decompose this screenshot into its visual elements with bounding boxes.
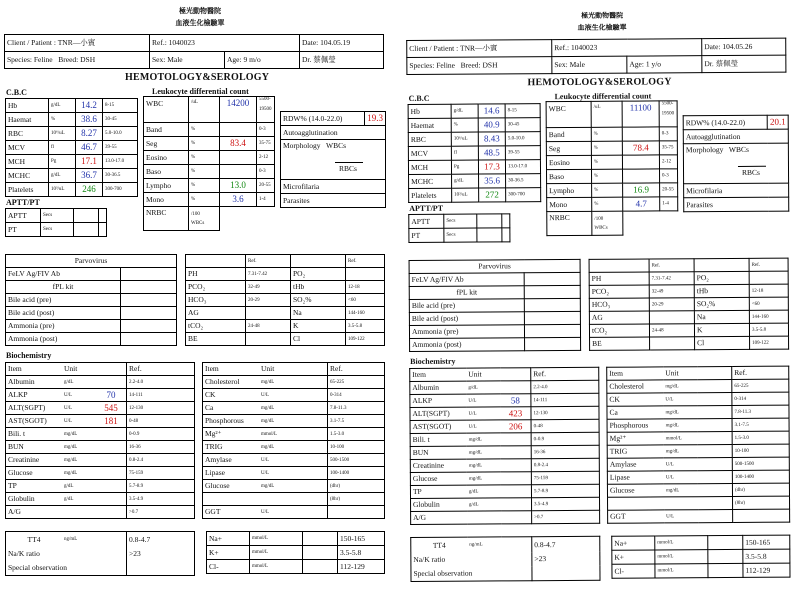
diff-table: WBC /uL 11100 5500- 19500 Band % 0-3 Seg % 78.4 35-75 Eosino % 2-12 Baso % 0-3 Lympho % 16.9 20-55 Mono % 4.7 1-4 NRBC /100 WBCs [546, 100, 679, 236]
doctor: 蔡佩瑩 [313, 55, 336, 65]
diff-value: 13.0 [220, 179, 257, 193]
biochem-row: (8hr) [203, 493, 385, 506]
biochem-right-table: Item Unit Ref. Cholesterol mg/dL 65-225 CK U/L 0-314 Ca mg/dL 7.8-11.3 Phosphorous mg/dL 3.1-7.5 Mg²⁺ mmol/L 1.5-3.0 TRIG mg/dL 10-100 Amylase U/L 500-1500 Lipase U/L 100-1400 Glucose mg/dL (dhr) (8hr) GGT U/L [202, 362, 385, 519]
biochem-row: TP g/dL 5.7-8.9 [410, 484, 599, 498]
biochem-row: Amylase U/L 500-1500 [607, 457, 789, 471]
biochem-row: TRIG mg/dL 10-100 [607, 444, 789, 458]
cbc-value: 17.1 [76, 155, 103, 169]
cbc-row: Haemat % 40.9 30-45 [408, 118, 540, 133]
biochem-row: Albumin g/dL 2.2-4.0 [6, 376, 195, 389]
cbc-value: 272 [479, 188, 506, 202]
tt4-table: TT4 ng/mL 0.8-4.7 Na/K ratio >23 Special observation [410, 536, 600, 582]
biochem-row: Glucose mg/dL 75-159 [6, 467, 195, 480]
biochem-row: Mg²⁺ mmol/L 1.5-3.0 [203, 428, 385, 441]
biochem-row: CK U/L 0-314 [607, 392, 789, 406]
biochem-row: Ca mg/dL 7.8-11.3 [203, 402, 385, 415]
blood-gas-table: Ref. Ref. PH 7.31-7.42 PO₂ PCO₂ 32-49 tHb 12-18 HCO₃ 20-29 SO₂% <60 AG Na 144-160 tCO₂ 24-48 K 3.5-5.8 BE Cl 109-122 [589, 258, 790, 351]
diff-title: Leukocyte differential count [152, 87, 249, 96]
biochem-row: TP g/dL 5.7-8.9 [6, 480, 195, 493]
alt-value: 423 [508, 407, 523, 418]
breed: DSH [482, 60, 498, 70]
biochem-row: (8hr) [608, 496, 790, 510]
patient-info-table: Client / Patient : TNR—小賓 Ref.: 1040023 Date: 104.05.19 Species: Feline Breed: DSH Sex: Male Age: 9 m/o Dr. 蔡佩瑩 [4, 34, 384, 69]
cbc-value: 38.6 [76, 113, 103, 127]
biochem-row: Lipase U/L 100-1400 [203, 467, 385, 480]
biochem-row: Albumin g/dL 2.2-4.0 [410, 380, 599, 394]
diff-row: Eosino % 2-12 [546, 155, 677, 170]
cbc-table [5, 98, 138, 197]
cbc-row: RBC 10⁶/uL 8.27 5.0-10.0 [6, 127, 138, 141]
serology-table: Parvovirus FeLV Ag/FIV Ab fPL kit Bile acid (pre) Bile acid (post) Ammonia (pre) Ammonia (post) [5, 254, 177, 346]
biochem-row: Mg²⁺ mmol/L 1.5-3.0 [607, 431, 789, 445]
sex: Male [569, 60, 586, 70]
diff-row: Lympho % 13.0 20-55 [144, 179, 275, 193]
sex: Male [167, 55, 183, 65]
report-date: 104.05.26 [722, 42, 753, 52]
cbc-value: 14.2 [76, 99, 103, 113]
cbc-value: 8.43 [478, 132, 505, 146]
alkp-value: 58 [510, 394, 520, 405]
doctor: 蔡佩瑩 [715, 59, 739, 69]
diff-value [623, 169, 660, 183]
diff-value [622, 155, 659, 169]
cbc-row: Platelets 10³/uL 272 300-700 [409, 188, 541, 203]
report-date: 104.05.19 [320, 38, 351, 48]
patient-info-table: Client / Patient : TNR—小賓 Ref.: 1040023 Date: 104.05.26 Species: Feline Breed: DSH Sex: Male Age: 1 y/o Dr. 蔡佩瑩 [406, 38, 786, 75]
rdw-value: 20.1 [767, 115, 788, 129]
biochem-title: Biochemistry [410, 356, 456, 366]
biochem-row: ALT(SGPT) U/L 423 12-130 [410, 406, 599, 420]
biochem-row: Cholesterol mg/dL 65-225 [203, 376, 385, 389]
biochem-row: BUN mg/dL 16-36 [6, 441, 195, 454]
diff-table: WBC /uL 14200 5500- 19500 Band % 0-3 Seg % 83.4 35-75 Eosino % 2-12 Baso % 0-3 Lympho % 13.0 20-55 Mono % 3.6 1-4 NRBC /100 WBCs [143, 96, 275, 231]
form-title: 血液生化檢驗單 [577, 23, 627, 32]
diff-row: Band % 0-3 [144, 123, 275, 137]
diff-row: Seg % 83.4 35-75 [144, 137, 275, 151]
biochem-left-table: Item Unit Ref. Albumin g/dL 2.2-4.0 ALKP U/L 70 14-111 ALT(SGPT) U/L 545 12-130 AST(SGOT) U/L 181 0-48 Bili. t mg/dL 0-0.9 BUN mg/dL 16-36 Creatinine mg/dL 0.8-2.4 Glucose mg/dL 75-159 TP g/dL 5.7-8.9 Globulin g/dL 3.5-4.9 A/G >0.7 [5, 362, 195, 519]
biochem-row: GGT U/L [608, 509, 790, 523]
biochem-row: Glucose mg/dL 75-159 [410, 471, 599, 485]
cbc-row: RBC 10⁶/uL 8.43 5.0-10.0 [408, 132, 540, 147]
alkp-value: 70 [106, 389, 116, 400]
biochem-row: AST(SGOT) U/L 206 0-48 [410, 419, 599, 433]
biochem-row: A/G >0.7 [411, 510, 600, 524]
breed: DSH [80, 55, 96, 65]
biochem-row: A/G >0.7 [6, 506, 195, 519]
cbc-row: Hb g/dL 14.6 8-15 [408, 104, 540, 119]
biochem-row: Phosphorous mg/dL 3.1-7.5 [607, 418, 789, 432]
rdw-value: 19.3 [365, 112, 386, 126]
cbc-row: MCHC g/dL 36.7 30-36.5 [6, 169, 138, 183]
biochem-row: ALT(SGPT) U/L 545 12-130 [6, 402, 195, 415]
ast-value: 206 [508, 420, 523, 431]
cbc-row: Platelets 10³/uL 246 300-700 [6, 183, 138, 197]
cbc-value: 17.3 [478, 160, 505, 174]
age: 1 y/o [645, 59, 662, 69]
aptt-title: APTT/PT [409, 203, 444, 213]
cbc-title: C.B.C [408, 93, 430, 103]
cbc-value: 48.5 [478, 146, 505, 160]
diff-row: Mono % 3.6 1-4 [144, 193, 275, 207]
diff-row: Baso % 0-3 [144, 165, 275, 179]
diff-value: 78.4 [622, 141, 659, 155]
biochem-row: Glucose mg/dL (dhr) [203, 480, 385, 493]
biochem-left-table: Item Unit Ref. Albumin g/dL 2.2-4.0 ALKP U/L 58 14-111 ALT(SGPT) U/L 423 12-130 AST(SGOT) U/L 206 0-48 Bili. t mg/dL 0-0.9 BUN mg/dL 16-36 Creatinine mg/dL 0.8-2.4 Glucose mg/dL 75-159 TP g/dL 5.7-8.9 Globulin g/dL 3.5-4.9 A/G >0.7 [409, 367, 600, 525]
tt4-table: TT4 ng/mL 0.8-4.7 Na/K ratio >23 Special observation [5, 531, 195, 576]
cbc-row: MCH Pg 17.1 13.0-17.0 [6, 155, 138, 169]
ref-number: 1040023 [168, 38, 195, 48]
wbc-value: 11100 [622, 101, 659, 127]
biochem-title: Biochemistry [6, 351, 52, 360]
age: 9 m/o [243, 55, 261, 65]
alt-value: 545 [104, 402, 118, 413]
form-title: 血液生化檢驗單 [175, 19, 225, 27]
blood-gas-table: Ref. Ref. PH 7.31-7.42 PO₂ PCO₂ 32-49 tHb 12-18 HCO₃ 20-29 SO₂% <60 AG Na 144-160 tCO₂ 24-48 K 3.5-5.8 BE Cl 109-122 [185, 254, 385, 346]
biochem-row: Lipase U/L 100-1400 [607, 470, 789, 484]
biochem-row: ALKP U/L 70 14-111 [6, 389, 195, 402]
section-title-hematology: HEMOTOLOGY&SEROLOGY [527, 76, 672, 89]
diff-value: 83.4 [220, 137, 257, 151]
ast-value: 181 [104, 415, 118, 426]
hospital-name: 極光動物醫院 [581, 11, 624, 20]
biochem-row: GGT U/L [203, 506, 385, 519]
species: Feline [33, 55, 53, 65]
cbc-value: 40.9 [478, 118, 505, 132]
biochem-row: Globulin g/dL 3.5-4.9 [6, 493, 195, 506]
diff-row: Eosino % 2-12 [144, 151, 275, 165]
diff-value: 4.7 [623, 197, 660, 211]
section-title-hematology: HEMOTOLOGY&SEROLOGY [125, 72, 270, 83]
diff-row: Seg % 78.4 35-75 [546, 141, 677, 156]
biochem-row: ALKP U/L 58 14-111 [410, 393, 599, 407]
diff-value [220, 123, 257, 137]
diff-title: Leukocyte differential count [554, 91, 652, 102]
aptt-title: APTT/PT [6, 198, 40, 207]
biochem-row: BUN mg/dL 16-36 [410, 445, 599, 459]
cbc-value: 35.6 [479, 174, 506, 188]
cbc-table [408, 103, 542, 203]
cbc-row: MCV fl 48.5 39-55 [408, 146, 540, 161]
aptt-table: APTT Secs PT Secs [5, 208, 107, 237]
electrolyte-table: Na+ mmol/L 150-165 K+ mmol/L 3.5-5.8 Cl- mmol/L 112-129 [206, 531, 385, 574]
cbc-value: 246 [76, 183, 103, 197]
diff-row: Lympho % 16.9 20-55 [547, 183, 678, 198]
biochem-row: CK U/L 0-314 [203, 389, 385, 402]
cbc-value: 46.7 [76, 141, 103, 155]
diff-value [220, 165, 257, 179]
electrolyte-table: Na+ mmol/L 150-165 K+ mmol/L 3.5-5.8 Cl- mmol/L 112-129 [611, 535, 790, 579]
biochem-row: Globulin g/dL 3.5-4.9 [411, 497, 600, 511]
morphology-table: RDW% (14.0-22.0) 20.1 Autoagglutination Morphology WBCs RBCs Microfilaria Parasites [683, 115, 790, 213]
diff-value: 3.6 [220, 193, 257, 207]
biochem-row: Phosphorous mg/dL 3.1-7.5 [203, 415, 385, 428]
cbc-value: 8.27 [76, 127, 103, 141]
patient-name: TNR—小賓 [459, 43, 498, 53]
hospital-name: 極光動物醫院 [179, 7, 221, 15]
cbc-row: MCHC g/dL 35.6 30-36.5 [409, 174, 541, 189]
biochem-row: Glucose mg/dL (dhr) [607, 483, 789, 497]
wbc-value: 14200 [220, 97, 257, 123]
aptt-table: APTT Secs PT Secs [408, 213, 510, 243]
cbc-row: MCH Pg 17.3 13.0-17.0 [408, 160, 540, 175]
cbc-row: Hb g/dL 14.2 8-15 [6, 99, 138, 113]
biochem-row: Ca mg/dL 7.8-11.3 [607, 405, 789, 419]
cbc-title: C.B.C [6, 88, 27, 97]
biochem-row: Cholesterol mg/dL 65-225 [607, 379, 789, 393]
biochem-row: Bili. t mg/dL 0-0.9 [6, 428, 195, 441]
diff-value [622, 127, 659, 141]
biochem-row: Bili. t mg/dL 0-0.9 [410, 432, 599, 446]
cbc-row: Haemat % 38.6 30-45 [6, 113, 138, 127]
biochem-row: Creatinine mg/dL 0.8-2.4 [6, 454, 195, 467]
lab-sheet-sheet1 [0, 0, 388, 590]
ref-number: 1040023 [570, 43, 598, 53]
cbc-value: 36.7 [76, 169, 103, 183]
biochem-row: AST(SGOT) U/L 181 0-48 [6, 415, 195, 428]
morphology-table: RDW% (14.0-22.0) 19.3 Autoagglutination Morphology WBCs RBCs Microfilaria Parasites [280, 111, 386, 208]
biochem-row: TRIG mg/dL 10-100 [203, 441, 385, 454]
biochem-row: Creatinine mg/dL 0.8-2.4 [410, 458, 599, 472]
species: Feline [436, 60, 456, 71]
cbc-row: MCV fl 46.7 39-55 [6, 141, 138, 155]
diff-row: Band % 0-3 [546, 127, 677, 142]
serology-table: Parvovirus FeLV Ag/FIV Ab fPL kit Bile acid (pre) Bile acid (post) Ammonia (pre) Ammonia (post) [409, 259, 582, 352]
cbc-value: 14.6 [478, 104, 505, 118]
diff-value: 16.9 [623, 183, 660, 197]
biochem-right-table: Item Unit Ref. Cholesterol mg/dL 65-225 CK U/L 0-314 Ca mg/dL 7.8-11.3 Phosphorous mg/dL 3.1-7.5 Mg²⁺ mmol/L 1.5-3.0 TRIG mg/dL 10-100 Amylase U/L 500-1500 Lipase U/L 100-1400 Glucose mg/dL (dhr) (8hr) GGT U/L [606, 366, 790, 524]
diff-row: Mono % 4.7 1-4 [547, 197, 678, 212]
lab-sheet-sheet2 [402, 4, 800, 590]
biochem-row: Amylase U/L 500-1500 [203, 454, 385, 467]
diff-row: Baso % 0-3 [547, 169, 678, 184]
patient-name: TNR—小賓 [57, 38, 96, 48]
diff-value [220, 151, 257, 165]
